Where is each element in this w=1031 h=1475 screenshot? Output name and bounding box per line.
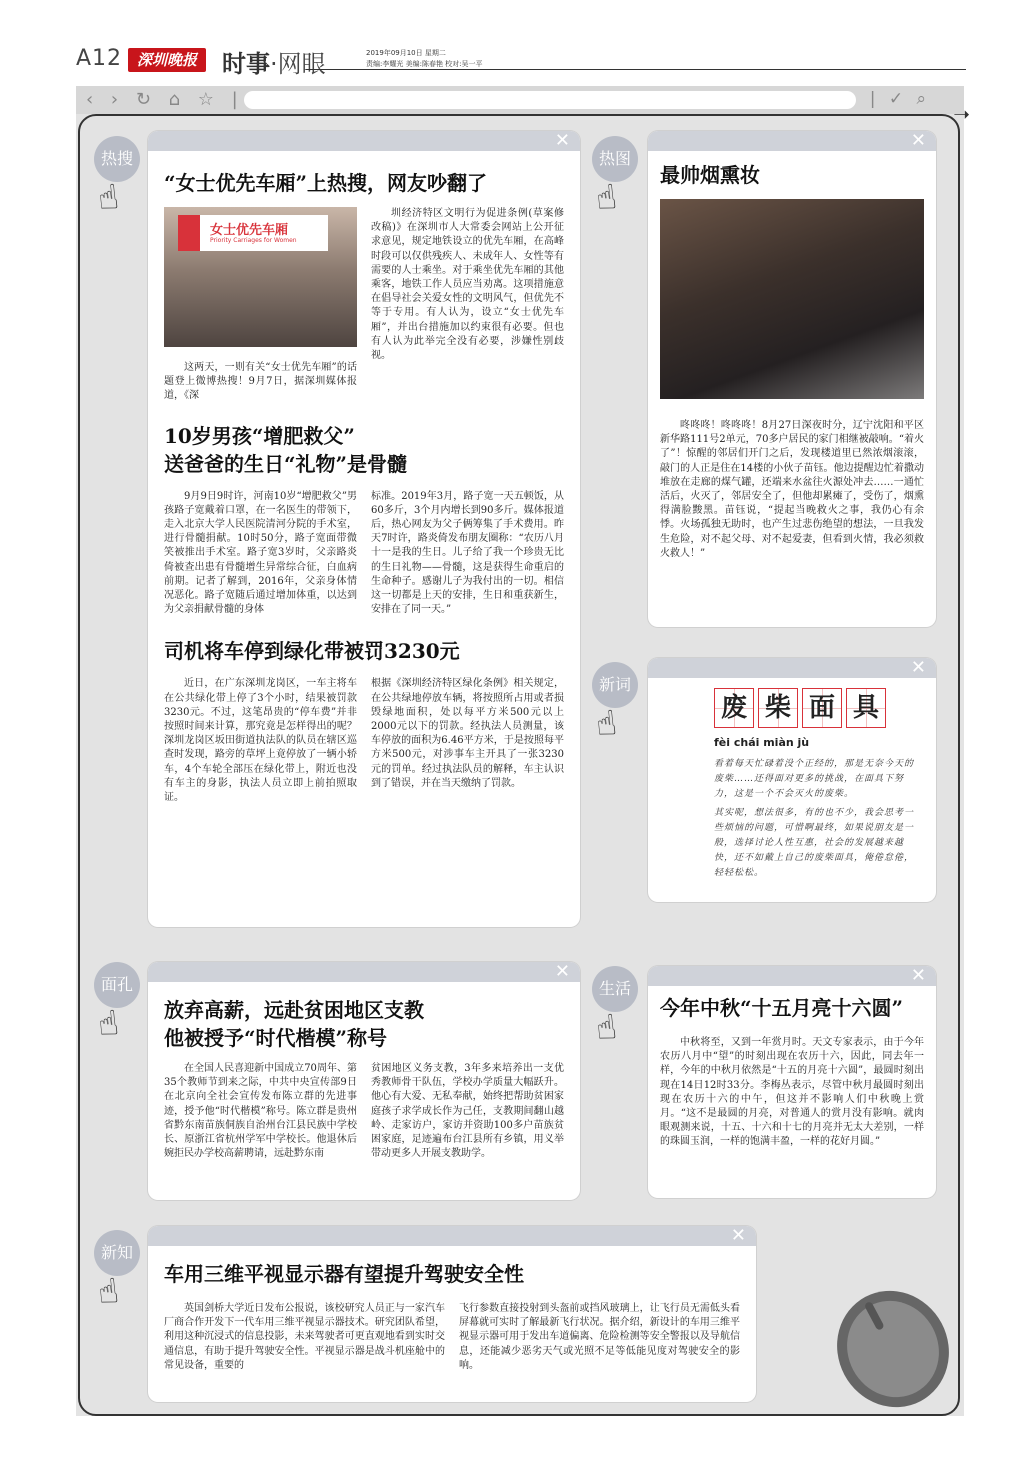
article-text: 飞行参数直接投射到头盔前或挡风玻璃上，让飞行员无需低头看屏幕就可实时了解最新飞行状况。据介绍，新设计的车用三维平视显示器可用于发出车道偏离、危险检测等安全警报以及导航信息，还能减少恶劣天气或光照不足等低能见度对驾驶安全的影响。 — [459, 1303, 740, 1371]
article-text: 9月9日9时许，河南10岁“增肥救父”男孩路子宽戴着口罩，在一名医生的带领下，走入北京大学人民医院清河分院的手术室，进行骨髓捐献。10时50分，路子宽面带微笑被推出手术室。路子宽3岁时，父亲路炎倚被查出患有骨髓增生异常综合征，白血病前期。记者了解到，2016年，父亲身体情况恶化。路子宽随后通过增加体重，以达到为父亲捐献骨髓的身体 — [164, 490, 357, 616]
card-titlebar — [648, 658, 936, 678]
card-face — [148, 962, 580, 1200]
article-title: 今年中秋“十五月亮十六圆” — [660, 996, 904, 1020]
section-title — [222, 44, 326, 79]
hand-pointer-icon: ☝ — [95, 1003, 121, 1045]
card-titlebar — [148, 1226, 756, 1246]
toolbar-right-icons: | ✓ ⌕ — [869, 89, 930, 109]
card-life — [648, 966, 936, 1198]
article-text: 中秋将至，又到一年赏月时。天文专家表示，由于今年农历八月中“望”的时刻出现在农历十六，因此，同去年一样，今年的中秋月依然是“十五的月亮十六圆”，最圆时刻出现在14日12时33分。李梅丛表示，尽管中秋月最圆时刻出现在农历十六的中午，但这并不影响人们中秋晚上赏月。“这不是最圆的月亮，对普通人的赏月没有影响。就肉眼观测来说，十五、十六和十七的月亮并无太大差别，一样的珠圆玉润，一样的饱满丰盈，一样的花好月圆。” — [660, 1037, 924, 1148]
card-titlebar — [648, 131, 936, 151]
article-text: 圳经济特区文明行为促进条例(草案修改稿)》在深圳市人大常委会网站上公开征求意见，规定地铁设立的优先车厢，在高峰时段可以仅供残疾人、未成年人、女性等有需要的人士乘坐。对于乘坐优先车厢的其他乘客，地铁工作人员应当劝离。这项措施意在倡导社会关爱女性的文明风气，但优先不等于专用。有人认为，设立“女士优先车厢”，并出台措施加以约束很有必要。但也有人认为此举完全没有必要，涉嫌性别歧视。 — [371, 208, 564, 362]
close-icon[interactable]: ✕ — [910, 131, 926, 151]
address-bar — [244, 91, 856, 109]
newword-pinyin: fèi chái miàn jù — [714, 736, 810, 749]
masthead-rule — [306, 69, 966, 70]
article-text: 根据《深圳经济特区绿化条例》相关规定，在公共绿地停放车辆，将按照所占用或者损毁绿地面积，处以每平方米500元以上2000元以下的罚款。经执法人员测量，该车停放的面积为6.46平方米，于是按照每平方米500元，对涉事车主开具了一张3230元的罚单。经过执法队员的解释，车主认识到了错误，并在当天缴纳了罚款。 — [371, 678, 564, 789]
firefighter-photo — [660, 199, 924, 399]
editor-credits: 责编:李耀光 美编:陈春艳 校对:吴一平 — [366, 60, 483, 68]
card-newknow — [148, 1226, 756, 1402]
handwritten-text: 看着每天忙碌着没个正经的，那是无奈今天的废柴……还得面对更多的挑战，在面具下努力，这是一个不会灭火的废柴。 — [714, 759, 915, 799]
newword-char: 废 — [714, 688, 754, 728]
article-text: 近日，在广东深圳龙岗区，一车主将车在公共绿化带上停了3个小时，结果被罚款3230元。不过，这笔昂贵的“停车费”并非按照时间来计算，那究竟是怎样得出的呢？深圳龙岗区坂田街道执法队的队员在辖区巡查时发现，路旁的草坪上竟停放了一辆小轿车，4个车轮全部压在绿化带上，附近也没有车主的身影，执法人员立即上前拍照取证。 — [164, 678, 357, 804]
sign-text: 女士优先车厢 — [210, 223, 289, 238]
article-title — [164, 996, 564, 1052]
arrow-right-icon: ➝ — [953, 102, 970, 126]
article-title: 司机将车停到绿化带被罚3230元 — [164, 639, 460, 664]
tag-face: 面孔 — [94, 962, 140, 1008]
card-newword — [648, 658, 936, 902]
title-line: 他被授予“时代楷模”称号 — [164, 1026, 388, 1050]
close-icon[interactable]: ✕ — [730, 1226, 746, 1246]
article-text: 标准。2019年3月，路子宽一天五顿饭，从60多斤，3个月内增长到90多斤。媒体报道后，热心网友为父子俩筹集了手术费用。昨天7时许，路炎倚发布朋友圈称：“农历八月十一是我的生日。儿子给了我一个珍贵无比的生日礼物——骨髓，这是获得生命重启的生命种子。感谢儿子为我付出的一切。相信这一切都是上天的安排，生日和重获新生，安排在了同一天。” — [371, 490, 564, 616]
title-line: 10岁男孩“增肥救父” — [164, 423, 355, 448]
article-title: 车用三维平视显示器有望提升驾驶安全性 — [164, 1262, 524, 1286]
card-titlebar — [148, 962, 580, 982]
hand-pointer-icon: ☝ — [593, 177, 619, 219]
page-meta — [366, 48, 483, 70]
newword-char: 具 — [846, 688, 886, 728]
tag-hotpic: 热图 — [592, 136, 638, 182]
close-icon[interactable]: ✕ — [554, 131, 570, 151]
newword-char: 面 — [802, 688, 842, 728]
newword-title — [714, 688, 922, 728]
hand-pointer-icon: ☝ — [593, 703, 619, 745]
title-line: 送爸爸的生日“礼物”是骨髓 — [164, 451, 408, 476]
issue-date: 2019年09月10日 星期二 — [366, 49, 446, 57]
close-icon[interactable]: ✕ — [554, 962, 570, 982]
tag-newword: 新词 — [592, 662, 638, 708]
article-text: 在全国人民喜迎新中国成立70周年、第35个教师节到来之际，中共中央宣传部9日在北京向全社会宣传发布陈立群的先进事迹，授予他“时代楷模”称号。陈立群是贵州省黔东南苗族侗族自治州台江县民族中学校长、原浙江省杭州学军中学校长。他退休后婉拒民办学校高薪聘请，远赴黔东南 — [164, 1063, 357, 1160]
masthead — [76, 40, 966, 80]
handwritten-text: 其实呢，想法很多，有的也不少，我会思考一些烦恼的问题，可惜啊最终，如果说朋友是一般，选择讨论人性互惠，社会的发展越来越快，还不如戴上自己的废柴面具，俺倦怠倦，轻轻松松。 — [714, 808, 915, 878]
subway-photo — [164, 207, 357, 347]
hand-pointer-icon: ☝ — [95, 177, 121, 219]
article-title — [164, 422, 564, 478]
card-titlebar — [148, 131, 580, 151]
section-subname: ·网眼 — [270, 50, 326, 78]
tag-hotsearch: 热搜 — [94, 136, 140, 182]
article-text: 这两天，一则有关“女士优先车厢”的话题登上微博热搜！9月7日，据深圳媒体报道，《深 — [164, 362, 357, 402]
sign-english: Priority Carriages for Women — [210, 237, 297, 244]
article-text: 贫困地区义务支教，3年多来培养出一支优秀教师骨干队伍，学校办学质量大幅跃升。他心有大爱、无私奉献，始终把帮助贫困家庭孩子求学成长作为己任，支教期间翻山越岭、走家访户，家访并资助100多户苗族贫困家庭，足迹遍布台江县所有乡镇，用义举带动更多人开展支教助学。 — [371, 1063, 564, 1160]
close-icon[interactable]: ✕ — [910, 966, 926, 986]
tag-newknow: 新知 — [94, 1230, 140, 1276]
article-text: 英国剑桥大学近日发布公报说，该校研究人员正与一家汽车厂商合作开发下一代车用三维平视显示器技术。研究团队希望，利用这种沉浸式的信息投影，未来驾驶者可更直观地看到实时交通信息，有助于提升驾驶安全性。平视显示器是战斗机座舱中的常见设备，重要的 — [164, 1303, 445, 1371]
card-titlebar — [648, 966, 936, 986]
article-title: “女士优先车厢”上热搜，网友吵翻了 — [164, 171, 488, 195]
carriage-sign — [178, 215, 328, 251]
tag-life: 生活 — [592, 966, 638, 1012]
section-name: 时事 — [222, 50, 270, 78]
title-line: 放弃高薪，远赴贫困地区支教 — [164, 998, 424, 1022]
card-hotpic — [648, 131, 936, 627]
article-title: 最帅烟熏妆 — [660, 163, 760, 187]
article-text: 咚咚咚！咚咚咚！8月27日深夜时分，辽宁沈阳和平区新华路111号2单元，70多户居民的家门相继被敲响。“着火了”！惊醒的邻居们开门之后，发现楼道里已然浓烟滚滚，敲门的人正是住在14楼的小伙子苗钰。他边提醒边忙着撒动堆放在走廊的煤气罐，还端来水盆往火源处冲去……一通忙活后，火灭了，邻居安全了，但他却累瘫了，受伤了，烟熏得满脸黢黑。苗钰说，“提起当晚救火之事，我仍心有余悸。火场孤独无助时，也产生过悲伤绝望的想法，一旦我发生危险，对不起父母、对不起爱妻，但看到火情，我必须救火救人！” — [660, 420, 924, 559]
nav-icons: ‹ › ↻ ⌂ ☆ | — [86, 89, 244, 110]
browser-toolbar — [76, 86, 964, 114]
close-icon[interactable]: ✕ — [910, 658, 926, 678]
page-number: A12 — [76, 46, 123, 71]
hand-pointer-icon: ☝ — [95, 1271, 121, 1313]
card-hotsearch — [148, 131, 580, 927]
hand-pointer-icon: ☝ — [593, 1007, 619, 1049]
newspaper-logo: 深圳晚报 — [128, 48, 206, 72]
newword-char: 柴 — [758, 688, 798, 728]
